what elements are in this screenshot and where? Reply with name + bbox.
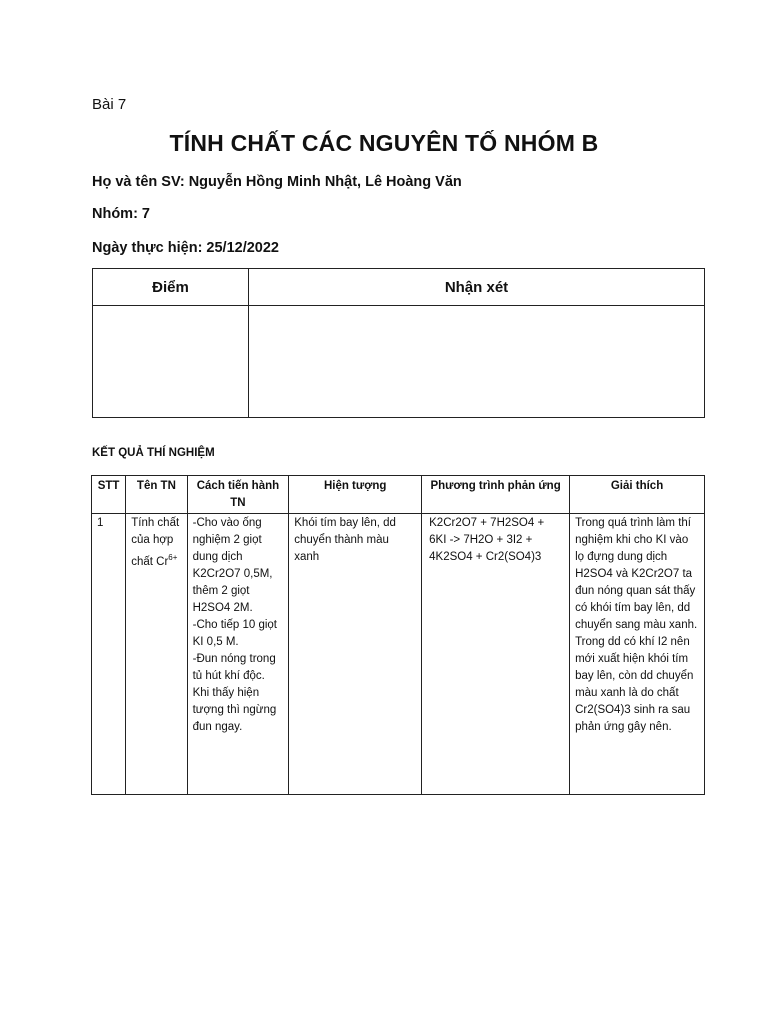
- col-phenomenon: Hiện tượng: [289, 476, 422, 514]
- table-row: [92, 514, 705, 795]
- col-stt: STT: [92, 476, 126, 514]
- lesson-number: Bài 7: [92, 96, 127, 113]
- grade-table: [92, 268, 705, 418]
- row-explanation: Trong quá trình làm thí nghiệm khi cho KI vào lọ đựng dung dịch H2SO4 và K2Cr2O7 ta đun nóng quan sát thấy có khói tím bay lên, dd chuyển sang màu xanh. Trong dd có khí I2 nên mới xuất hiện khói tím bay lên, còn dd chuyển màu xanh là do chất Cr2(SO4)3 sinh ra sau phản ứng gây nên.: [570, 514, 705, 795]
- row-procedure: [187, 514, 289, 795]
- col-equation: Phương trình phản ứng: [422, 476, 570, 514]
- results-table: [91, 475, 705, 795]
- col-procedure: Cách tiến hành TN: [187, 476, 289, 514]
- row-name: Tính chất của hợp chất $Cr^{6+}$: [126, 514, 187, 795]
- row-phenomenon: Khói tím bay lên, dd chuyển thành màu xanh: [289, 514, 422, 795]
- experiment-date: Ngày thực hiện: 25/12/2022: [92, 240, 279, 256]
- row-equation: K2Cr2O7 + 7H2SO4 + 6KI -> 7H2O + 3I2 + 4K2SO4 + Cr2(SO4)3: [422, 514, 570, 795]
- student-names: Họ và tên SV: Nguyễn Hồng Minh Nhật, Lê Hoàng Văn: [92, 174, 462, 190]
- comment-cell: [249, 306, 705, 418]
- col-name: Tên TN: [126, 476, 187, 514]
- procedure-step: -Cho tiếp 10 giọt KI 0,5 M.: [192, 619, 277, 648]
- row-stt: 1: [92, 514, 126, 795]
- section-title: KẾT QUẢ THÍ NGHIỆM: [92, 447, 215, 459]
- page-title: TÍNH CHẤT CÁC NGUYÊN TỐ NHÓM B: [169, 130, 599, 156]
- score-header: Điểm: [93, 269, 249, 306]
- comment-header: Nhận xét: [249, 269, 705, 306]
- col-explanation: Giải thích: [570, 476, 705, 514]
- row-name-superscript: 6+: [168, 553, 178, 562]
- results-header-row: [92, 476, 705, 514]
- procedure-step: -Đun nóng trong tủ hút khí độc. Khi thấy hiện tượng thì ngừng đun ngay.: [192, 653, 277, 733]
- procedure-step: -Cho vào ống nghiệm 2 giọt dung dịch K2Cr2O7 0,5M, thêm 2 giọt H2SO4 2M.: [192, 517, 273, 614]
- group-number: Nhóm: 7: [92, 206, 150, 222]
- score-cell: [93, 306, 249, 418]
